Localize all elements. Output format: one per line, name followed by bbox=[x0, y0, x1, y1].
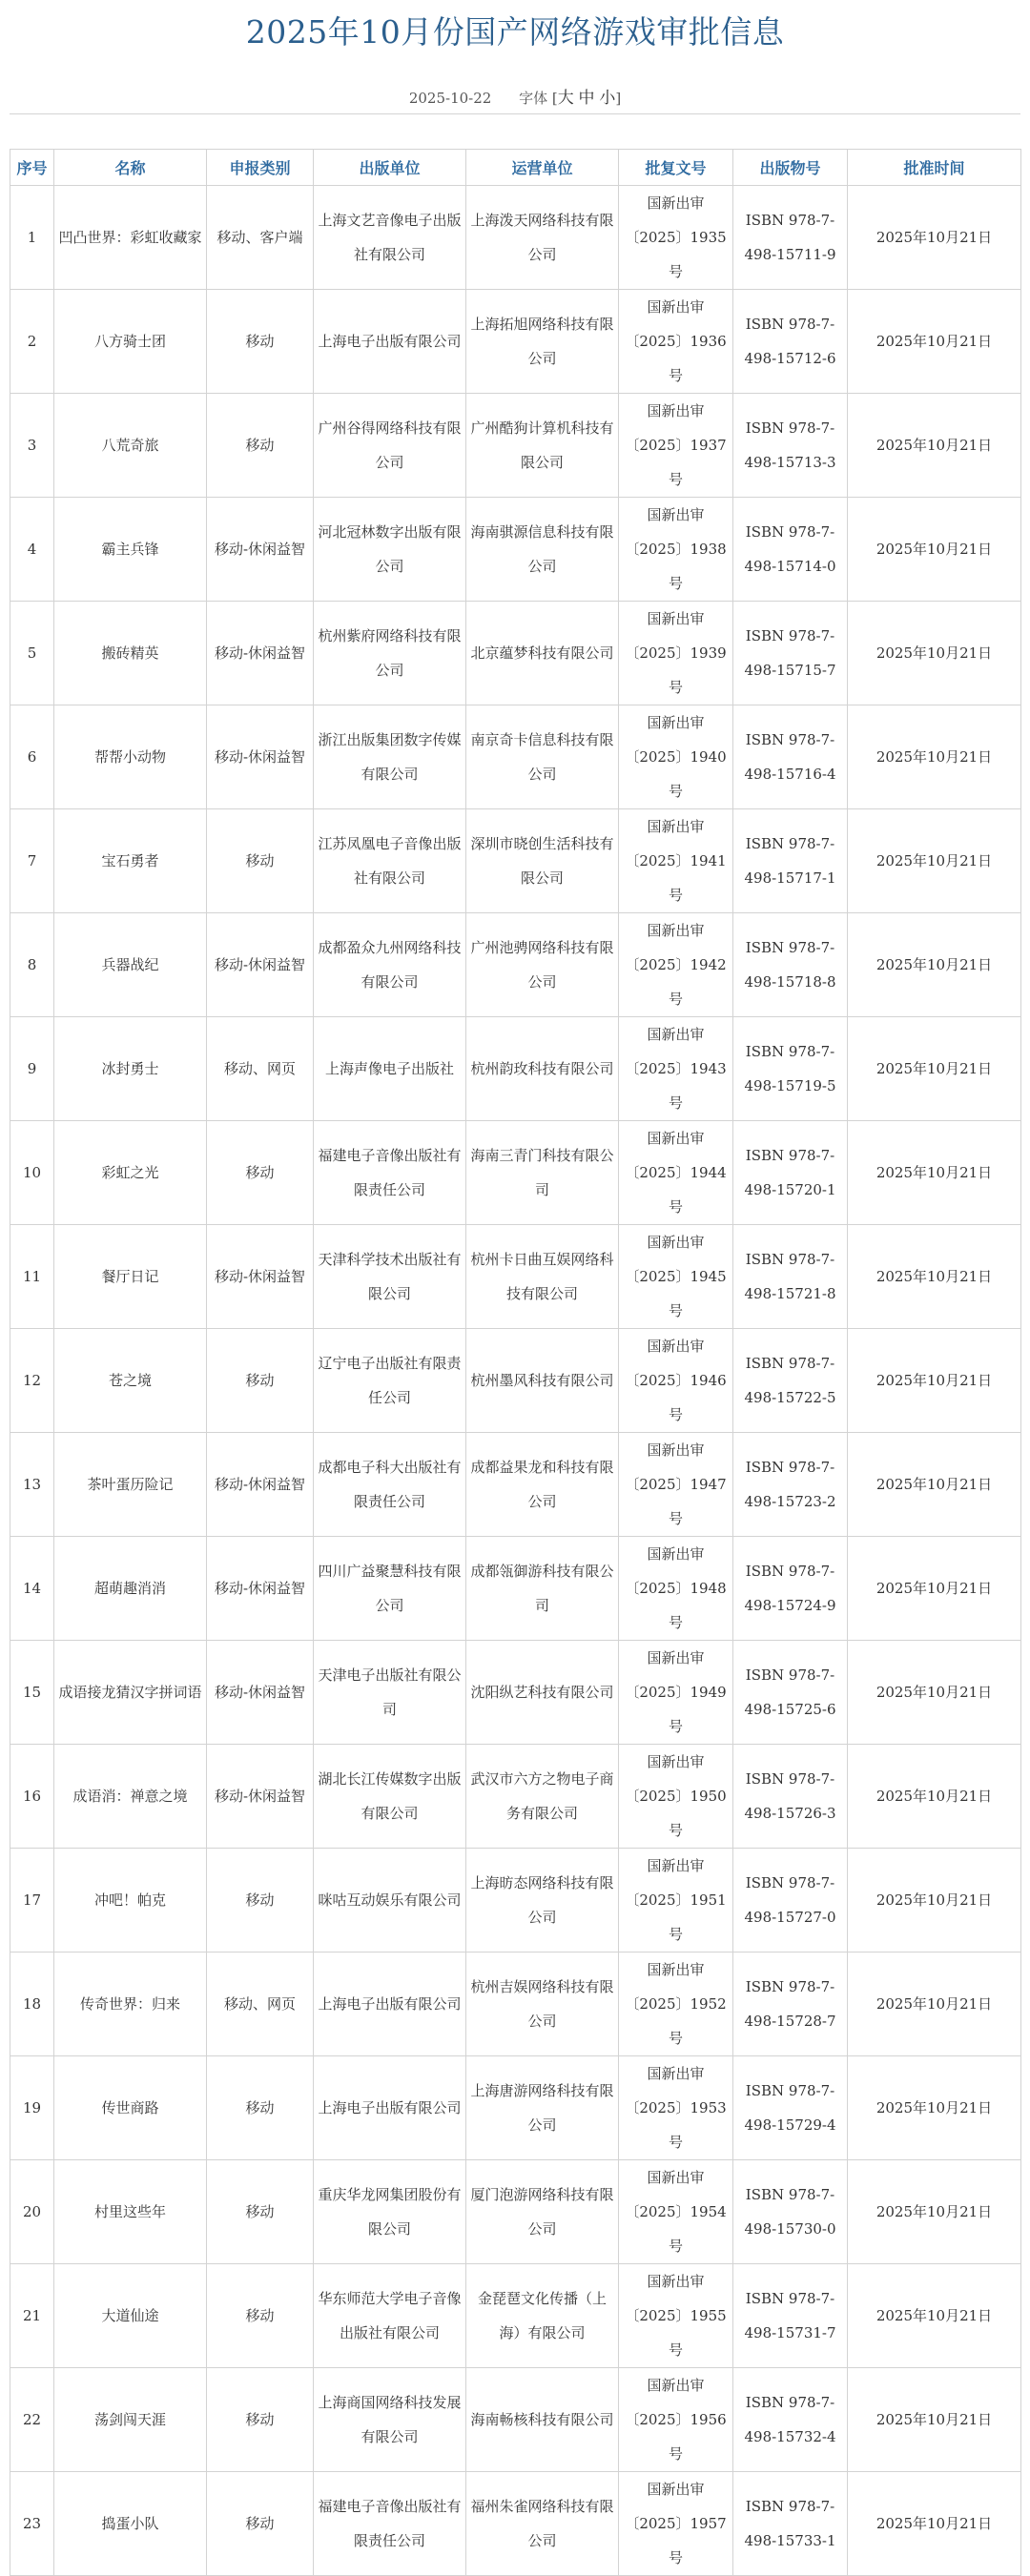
table-row bbox=[10, 1225, 1021, 1329]
table-row bbox=[10, 2160, 1021, 2264]
cell-col-category: 移动、网页 bbox=[207, 1952, 314, 2056]
cell-col-isbn: ISBN 978-7-498-15725-6 bbox=[733, 1641, 848, 1745]
cell-col-isbn: ISBN 978-7-498-15733-1 bbox=[733, 2472, 848, 2576]
cell-col-approval-date: 2025年10月21日 bbox=[848, 1952, 1021, 2056]
font-size-label: 字体 bbox=[519, 90, 548, 107]
table-row bbox=[10, 1433, 1021, 1537]
cell-col-name: 超萌趣消消 bbox=[54, 1537, 207, 1641]
cell-col-approval-no: 国新出审〔2025〕1956号 bbox=[619, 2368, 733, 2472]
cell-col-seq: 8 bbox=[10, 913, 54, 1017]
cell-col-seq: 10 bbox=[10, 1121, 54, 1225]
cell-col-approval-no: 国新出审〔2025〕1940号 bbox=[619, 705, 733, 809]
cell-col-category: 移动、客户端 bbox=[207, 186, 314, 290]
cell-col-approval-no: 国新出审〔2025〕1936号 bbox=[619, 290, 733, 394]
cell-col-category: 移动-休闲益智 bbox=[207, 1537, 314, 1641]
publish-date: 2025-10-22 bbox=[408, 90, 492, 107]
font-size-bracket-close: ] bbox=[615, 90, 622, 107]
cell-col-approval-no: 国新出审〔2025〕1944号 bbox=[619, 1121, 733, 1225]
cell-col-publisher: 上海声像电子出版社 bbox=[314, 1017, 466, 1121]
cell-col-isbn: ISBN 978-7-498-15713-3 bbox=[733, 394, 848, 498]
cell-col-seq: 13 bbox=[10, 1433, 54, 1537]
cell-col-approval-no: 国新出审〔2025〕1943号 bbox=[619, 1017, 733, 1121]
cell-col-name: 八方骑士团 bbox=[54, 290, 207, 394]
cell-col-category: 移动-休闲益智 bbox=[207, 705, 314, 809]
table-row bbox=[10, 1121, 1021, 1225]
cell-col-approval-no: 国新出审〔2025〕1950号 bbox=[619, 1745, 733, 1849]
cell-col-seq: 15 bbox=[10, 1641, 54, 1745]
font-size-bracket-open: [ bbox=[551, 90, 558, 107]
cell-col-category: 移动 bbox=[207, 1329, 314, 1433]
cell-col-seq: 5 bbox=[10, 602, 54, 705]
cell-col-approval-no: 国新出审〔2025〕1953号 bbox=[619, 2056, 733, 2160]
cell-col-approval-date: 2025年10月21日 bbox=[848, 913, 1021, 1017]
cell-col-approval-date: 2025年10月21日 bbox=[848, 1329, 1021, 1433]
cell-col-seq: 17 bbox=[10, 1849, 54, 1952]
cell-col-isbn: ISBN 978-7-498-15726-3 bbox=[733, 1745, 848, 1849]
header-divider bbox=[10, 113, 1020, 114]
header-col-name: 名称 bbox=[54, 150, 207, 186]
cell-col-name: 苍之境 bbox=[54, 1329, 207, 1433]
table-row bbox=[10, 2472, 1021, 2576]
cell-col-operator: 沈阳纵艺科技有限公司 bbox=[466, 1641, 619, 1745]
cell-col-seq: 23 bbox=[10, 2472, 54, 2576]
cell-col-seq: 11 bbox=[10, 1225, 54, 1329]
cell-col-name: 捣蛋小队 bbox=[54, 2472, 207, 2576]
header-col-publisher: 出版单位 bbox=[314, 150, 466, 186]
cell-col-approval-no: 国新出审〔2025〕1938号 bbox=[619, 498, 733, 602]
cell-col-isbn: ISBN 978-7-498-15719-5 bbox=[733, 1017, 848, 1121]
cell-col-category: 移动 bbox=[207, 2264, 314, 2368]
cell-col-operator: 武汉市六方之物电子商务有限公司 bbox=[466, 1745, 619, 1849]
cell-col-publisher: 重庆华龙网集团股份有限公司 bbox=[314, 2160, 466, 2264]
table-row bbox=[10, 1329, 1021, 1433]
cell-col-category: 移动 bbox=[207, 2056, 314, 2160]
cell-col-isbn: ISBN 978-7-498-15722-5 bbox=[733, 1329, 848, 1433]
cell-col-approval-date: 2025年10月21日 bbox=[848, 1849, 1021, 1952]
cell-col-isbn: ISBN 978-7-498-15711-9 bbox=[733, 186, 848, 290]
cell-col-seq: 12 bbox=[10, 1329, 54, 1433]
cell-col-name: 成语接龙猜汉字拼词语 bbox=[54, 1641, 207, 1745]
cell-col-name: 餐厅日记 bbox=[54, 1225, 207, 1329]
cell-col-name: 冰封勇士 bbox=[54, 1017, 207, 1121]
page-title: 2025年10月份国产网络游戏审批信息 bbox=[245, 13, 785, 51]
article-meta bbox=[0, 84, 1030, 108]
cell-col-seq: 14 bbox=[10, 1537, 54, 1641]
cell-col-approval-no: 国新出审〔2025〕1935号 bbox=[619, 186, 733, 290]
cell-col-operator: 海南三青门科技有限公司 bbox=[466, 1121, 619, 1225]
cell-col-approval-date: 2025年10月21日 bbox=[848, 2368, 1021, 2472]
cell-col-isbn: ISBN 978-7-498-15720-1 bbox=[733, 1121, 848, 1225]
cell-col-operator: 上海拓旭网络科技有限公司 bbox=[466, 290, 619, 394]
cell-col-publisher: 成都盈众九州网络科技有限公司 bbox=[314, 913, 466, 1017]
cell-col-category: 移动-休闲益智 bbox=[207, 1641, 314, 1745]
cell-col-seq: 9 bbox=[10, 1017, 54, 1121]
cell-col-operator: 成都益果龙和科技有限公司 bbox=[466, 1433, 619, 1537]
cell-col-approval-date: 2025年10月21日 bbox=[848, 498, 1021, 602]
cell-col-category: 移动 bbox=[207, 2368, 314, 2472]
cell-col-publisher: 上海商国网络科技发展有限公司 bbox=[314, 2368, 466, 2472]
cell-col-approval-date: 2025年10月21日 bbox=[848, 290, 1021, 394]
cell-col-name: 兵器战纪 bbox=[54, 913, 207, 1017]
cell-col-approval-date: 2025年10月21日 bbox=[848, 1433, 1021, 1537]
cell-col-isbn: ISBN 978-7-498-15724-9 bbox=[733, 1537, 848, 1641]
cell-col-category: 移动 bbox=[207, 1849, 314, 1952]
table-row bbox=[10, 1537, 1021, 1641]
cell-col-publisher: 河北冠林数字出版有限公司 bbox=[314, 498, 466, 602]
cell-col-approval-date: 2025年10月21日 bbox=[848, 1537, 1021, 1641]
cell-col-approval-no: 国新出审〔2025〕1947号 bbox=[619, 1433, 733, 1537]
cell-col-isbn: ISBN 978-7-498-15731-7 bbox=[733, 2264, 848, 2368]
cell-col-name: 大道仙途 bbox=[54, 2264, 207, 2368]
font-size-large-link[interactable]: 大 bbox=[557, 89, 574, 108]
cell-col-seq: 1 bbox=[10, 186, 54, 290]
cell-col-operator: 海南畅核科技有限公司 bbox=[466, 2368, 619, 2472]
table-body bbox=[10, 186, 1021, 2576]
cell-col-category: 移动 bbox=[207, 809, 314, 913]
table-row bbox=[10, 2056, 1021, 2160]
cell-col-category: 移动-休闲益智 bbox=[207, 1745, 314, 1849]
cell-col-seq: 2 bbox=[10, 290, 54, 394]
cell-col-category: 移动 bbox=[207, 2472, 314, 2576]
header-col-category: 申报类别 bbox=[207, 150, 314, 186]
cell-col-name: 帮帮小动物 bbox=[54, 705, 207, 809]
cell-col-isbn: ISBN 978-7-498-15728-7 bbox=[733, 1952, 848, 2056]
cell-col-operator: 南京奇卡信息科技有限公司 bbox=[466, 705, 619, 809]
cell-col-publisher: 福建电子音像出版社有限责任公司 bbox=[314, 2472, 466, 2576]
cell-col-approval-no: 国新出审〔2025〕1952号 bbox=[619, 1952, 733, 2056]
cell-col-approval-no: 国新出审〔2025〕1939号 bbox=[619, 602, 733, 705]
cell-col-publisher: 天津电子出版社有限公司 bbox=[314, 1641, 466, 1745]
cell-col-name: 成语消：禅意之境 bbox=[54, 1745, 207, 1849]
table-row bbox=[10, 1849, 1021, 1952]
cell-col-isbn: ISBN 978-7-498-15727-0 bbox=[733, 1849, 848, 1952]
font-size-small-link[interactable]: 小 bbox=[599, 89, 616, 108]
table-row bbox=[10, 498, 1021, 602]
cell-col-isbn: ISBN 978-7-498-15712-6 bbox=[733, 290, 848, 394]
cell-col-publisher: 天津科学技术出版社有限公司 bbox=[314, 1225, 466, 1329]
cell-col-name: 传世商路 bbox=[54, 2056, 207, 2160]
cell-col-approval-no: 国新出审〔2025〕1946号 bbox=[619, 1329, 733, 1433]
table-row bbox=[10, 290, 1021, 394]
cell-col-approval-date: 2025年10月21日 bbox=[848, 1121, 1021, 1225]
cell-col-approval-date: 2025年10月21日 bbox=[848, 1641, 1021, 1745]
cell-col-approval-no: 国新出审〔2025〕1948号 bbox=[619, 1537, 733, 1641]
cell-col-isbn: ISBN 978-7-498-15730-0 bbox=[733, 2160, 848, 2264]
cell-col-name: 霸主兵锋 bbox=[54, 498, 207, 602]
cell-col-name: 冲吧！帕克 bbox=[54, 1849, 207, 1952]
cell-col-isbn: ISBN 978-7-498-15723-2 bbox=[733, 1433, 848, 1537]
cell-col-operator: 北京蕴梦科技有限公司 bbox=[466, 602, 619, 705]
cell-col-name: 传奇世界：归来 bbox=[54, 1952, 207, 2056]
cell-col-operator: 上海泼天网络科技有限公司 bbox=[466, 186, 619, 290]
cell-col-approval-no: 国新出审〔2025〕1955号 bbox=[619, 2264, 733, 2368]
cell-col-publisher: 上海电子出版有限公司 bbox=[314, 1952, 466, 2056]
table-row bbox=[10, 1745, 1021, 1849]
cell-col-approval-date: 2025年10月21日 bbox=[848, 705, 1021, 809]
cell-col-isbn: ISBN 978-7-498-15718-8 bbox=[733, 913, 848, 1017]
table-row bbox=[10, 2264, 1021, 2368]
cell-col-approval-no: 国新出审〔2025〕1941号 bbox=[619, 809, 733, 913]
cell-col-category: 移动 bbox=[207, 1121, 314, 1225]
cell-col-category: 移动-休闲益智 bbox=[207, 1225, 314, 1329]
cell-col-operator: 海南骐源信息科技有限公司 bbox=[466, 498, 619, 602]
cell-col-approval-no: 国新出审〔2025〕1957号 bbox=[619, 2472, 733, 2576]
cell-col-approval-no: 国新出审〔2025〕1951号 bbox=[619, 1849, 733, 1952]
cell-col-isbn: ISBN 978-7-498-15714-0 bbox=[733, 498, 848, 602]
cell-col-publisher: 福建电子音像出版社有限责任公司 bbox=[314, 1121, 466, 1225]
cell-col-publisher: 四川广益聚慧科技有限公司 bbox=[314, 1537, 466, 1641]
cell-col-publisher: 咪咕互动娱乐有限公司 bbox=[314, 1849, 466, 1952]
cell-col-publisher: 华东师范大学电子音像出版社有限公司 bbox=[314, 2264, 466, 2368]
cell-col-isbn: ISBN 978-7-498-15717-1 bbox=[733, 809, 848, 913]
cell-col-publisher: 浙江出版集团数字传媒有限公司 bbox=[314, 705, 466, 809]
cell-col-approval-no: 国新出审〔2025〕1942号 bbox=[619, 913, 733, 1017]
cell-col-approval-date: 2025年10月21日 bbox=[848, 1225, 1021, 1329]
cell-col-category: 移动 bbox=[207, 290, 314, 394]
cell-col-category: 移动 bbox=[207, 2160, 314, 2264]
cell-col-name: 荡剑闯天涯 bbox=[54, 2368, 207, 2472]
cell-col-seq: 6 bbox=[10, 705, 54, 809]
header-col-approval-no: 批复文号 bbox=[619, 150, 733, 186]
cell-col-approval-no: 国新出审〔2025〕1945号 bbox=[619, 1225, 733, 1329]
cell-col-name: 村里这些年 bbox=[54, 2160, 207, 2264]
cell-col-seq: 3 bbox=[10, 394, 54, 498]
table-row bbox=[10, 913, 1021, 1017]
cell-col-operator: 广州酷狗计算机科技有限公司 bbox=[466, 394, 619, 498]
header-col-isbn: 出版物号 bbox=[733, 150, 848, 186]
cell-col-approval-date: 2025年10月21日 bbox=[848, 2472, 1021, 2576]
cell-col-seq: 20 bbox=[10, 2160, 54, 2264]
cell-col-approval-date: 2025年10月21日 bbox=[848, 2264, 1021, 2368]
cell-col-name: 茶叶蛋历险记 bbox=[54, 1433, 207, 1537]
cell-col-approval-no: 国新出审〔2025〕1937号 bbox=[619, 394, 733, 498]
approval-table bbox=[10, 149, 1021, 2576]
cell-col-operator: 杭州吉娱网络科技有限公司 bbox=[466, 1952, 619, 2056]
table-row bbox=[10, 809, 1021, 913]
header-col-approval-date: 批准时间 bbox=[848, 150, 1021, 186]
cell-col-name: 凹凸世界：彩虹收藏家 bbox=[54, 186, 207, 290]
header-col-operator: 运营单位 bbox=[466, 150, 619, 186]
table-row bbox=[10, 602, 1021, 705]
cell-col-approval-date: 2025年10月21日 bbox=[848, 602, 1021, 705]
cell-col-operator: 上海昉态网络科技有限公司 bbox=[466, 1849, 619, 1952]
cell-col-category: 移动、网页 bbox=[207, 1017, 314, 1121]
cell-col-isbn: ISBN 978-7-498-15715-7 bbox=[733, 602, 848, 705]
cell-col-publisher: 上海电子出版有限公司 bbox=[314, 2056, 466, 2160]
cell-col-publisher: 上海文艺音像电子出版社有限公司 bbox=[314, 186, 466, 290]
cell-col-operator: 金琵琶文化传播（上海）有限公司 bbox=[466, 2264, 619, 2368]
cell-col-isbn: ISBN 978-7-498-15721-8 bbox=[733, 1225, 848, 1329]
cell-col-operator: 杭州卡日曲互娱网络科技有限公司 bbox=[466, 1225, 619, 1329]
cell-col-isbn: ISBN 978-7-498-15729-4 bbox=[733, 2056, 848, 2160]
cell-col-approval-date: 2025年10月21日 bbox=[848, 186, 1021, 290]
table-row bbox=[10, 186, 1021, 290]
cell-col-operator: 福州朱雀网络科技有限公司 bbox=[466, 2472, 619, 2576]
cell-col-publisher: 广州谷得网络科技有限公司 bbox=[314, 394, 466, 498]
cell-col-name: 搬砖精英 bbox=[54, 602, 207, 705]
cell-col-approval-date: 2025年10月21日 bbox=[848, 809, 1021, 913]
cell-col-operator: 广州池骋网络科技有限公司 bbox=[466, 913, 619, 1017]
font-size-medium-link[interactable]: 中 bbox=[578, 89, 595, 108]
cell-col-name: 彩虹之光 bbox=[54, 1121, 207, 1225]
cell-col-approval-date: 2025年10月21日 bbox=[848, 2056, 1021, 2160]
cell-col-name: 宝石勇者 bbox=[54, 809, 207, 913]
cell-col-publisher: 辽宁电子出版社有限责任公司 bbox=[314, 1329, 466, 1433]
cell-col-publisher: 杭州紫府网络科技有限公司 bbox=[314, 602, 466, 705]
table-row bbox=[10, 1017, 1021, 1121]
cell-col-category: 移动-休闲益智 bbox=[207, 1433, 314, 1537]
table-header-row bbox=[10, 150, 1021, 186]
cell-col-operator: 成都瓴御游科技有限公司 bbox=[466, 1537, 619, 1641]
cell-col-seq: 4 bbox=[10, 498, 54, 602]
table-row bbox=[10, 394, 1021, 498]
cell-col-seq: 7 bbox=[10, 809, 54, 913]
cell-col-publisher: 江苏凤凰电子音像出版社有限公司 bbox=[314, 809, 466, 913]
cell-col-seq: 18 bbox=[10, 1952, 54, 2056]
cell-col-category: 移动 bbox=[207, 394, 314, 498]
table-row bbox=[10, 2368, 1021, 2472]
cell-col-publisher: 湖北长江传媒数字出版有限公司 bbox=[314, 1745, 466, 1849]
cell-col-seq: 22 bbox=[10, 2368, 54, 2472]
cell-col-publisher: 上海电子出版有限公司 bbox=[314, 290, 466, 394]
cell-col-approval-date: 2025年10月21日 bbox=[848, 1745, 1021, 1849]
cell-col-approval-no: 国新出审〔2025〕1954号 bbox=[619, 2160, 733, 2264]
cell-col-approval-date: 2025年10月21日 bbox=[848, 1017, 1021, 1121]
cell-col-approval-no: 国新出审〔2025〕1949号 bbox=[619, 1641, 733, 1745]
cell-col-category: 移动-休闲益智 bbox=[207, 602, 314, 705]
cell-col-seq: 19 bbox=[10, 2056, 54, 2160]
cell-col-seq: 21 bbox=[10, 2264, 54, 2368]
cell-col-publisher: 成都电子科大出版社有限责任公司 bbox=[314, 1433, 466, 1537]
cell-col-seq: 16 bbox=[10, 1745, 54, 1849]
cell-col-operator: 厦门泡游网络科技有限公司 bbox=[466, 2160, 619, 2264]
table-row bbox=[10, 705, 1021, 809]
cell-col-isbn: ISBN 978-7-498-15732-4 bbox=[733, 2368, 848, 2472]
cell-col-operator: 杭州韵玫科技有限公司 bbox=[466, 1017, 619, 1121]
cell-col-category: 移动-休闲益智 bbox=[207, 913, 314, 1017]
cell-col-operator: 上海唐游网络科技有限公司 bbox=[466, 2056, 619, 2160]
table-row bbox=[10, 1952, 1021, 2056]
table-row bbox=[10, 1641, 1021, 1745]
cell-col-name: 八荒奇旅 bbox=[54, 394, 207, 498]
header-col-seq: 序号 bbox=[10, 150, 54, 186]
cell-col-operator: 深圳市晓创生活科技有限公司 bbox=[466, 809, 619, 913]
cell-col-operator: 杭州墨风科技有限公司 bbox=[466, 1329, 619, 1433]
cell-col-approval-date: 2025年10月21日 bbox=[848, 394, 1021, 498]
cell-col-category: 移动-休闲益智 bbox=[207, 498, 314, 602]
cell-col-isbn: ISBN 978-7-498-15716-4 bbox=[733, 705, 848, 809]
cell-col-approval-date: 2025年10月21日 bbox=[848, 2160, 1021, 2264]
